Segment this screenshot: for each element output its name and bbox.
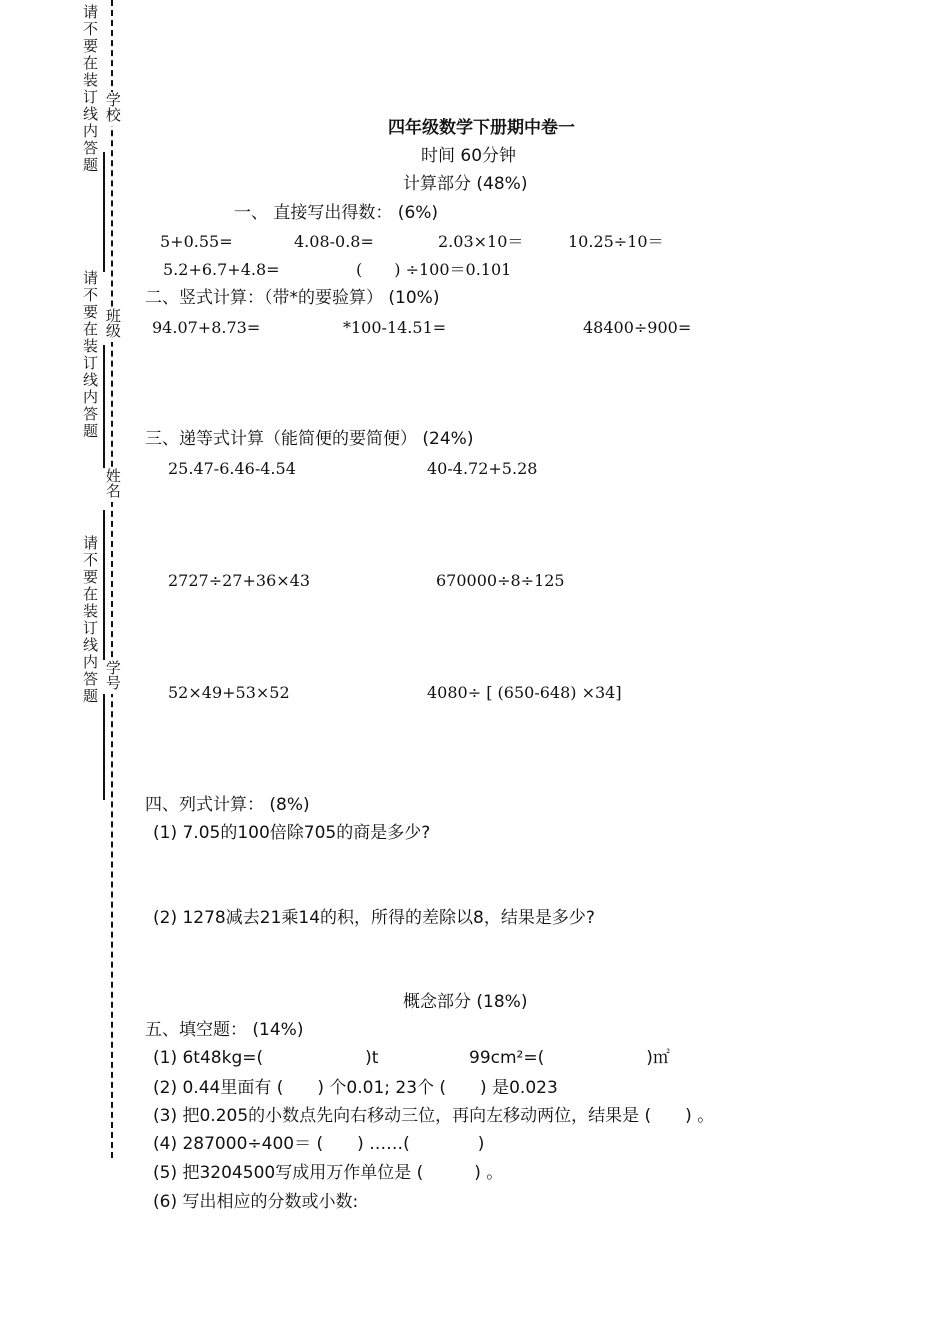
field-name-label: 姓名 [103,468,121,502]
q1-item: 5+0.55= [160,232,233,251]
q5-heading: 五、填空题： (14%) [145,1020,304,1040]
q1-item: 5.2+6.7+4.8= [163,260,280,279]
q2-item: 48400÷900= [583,318,692,337]
binding-notice-text: 请不要在装订线内答题 [81,535,99,705]
q2-heading: 二、竖式计算：（带*的要验算） (10%) [145,288,440,308]
q3-item: 52×49+53×52 [168,683,290,702]
binding-notice-text: 请不要在装订线内答题 [81,270,99,440]
q3-item: 670000÷8÷125 [436,571,565,590]
q3-item: 4080÷ [ (650-648) ×34] [427,683,622,702]
section-calc-heading: 计算部分 (48%) [403,174,528,194]
binding-notice-2 [80,270,100,444]
binding-cut-line [111,0,113,1158]
q2-item: *100-14.51= [343,318,447,337]
field-school-label: 学校 [103,92,121,126]
q5-item: (4) 287000÷400＝ ( ) ……( ) [153,1134,485,1154]
section-concept-heading: 概念部分 (18%) [403,992,528,1012]
binding-solid-line-1 [103,152,105,272]
q4-heading: 四、列式计算： (8%) [145,795,310,815]
q5-item: (3) 把0.205的小数点先向右移动三位，再向左移动两位，结果是 ( ) 。 [153,1106,715,1126]
binding-notice-1 [80,4,100,178]
q4-item: (2) 1278减去21乘14的积，所得的差除以8，结果是多少? [153,908,595,928]
time-limit: 时间 60分钟 [421,146,517,166]
q1-heading: 一、 直接写出得数： (6%) [234,203,439,223]
q3-item: 25.47-6.46-4.54 [168,459,296,478]
q3-heading: 三、递等式计算（能简便的要简便） (24%) [145,429,474,449]
q4-item: (1) 7.05的100倍除705的商是多少? [153,823,431,843]
field-number-label: 学号 [103,660,121,694]
binding-solid-line-2 [103,345,105,485]
q5-item: (5) 把3204500写成用万作单位是 ( ) 。 [153,1163,504,1183]
binding-solid-line-3 [103,510,105,800]
q5-item: (1) 6t48kg=( )t [153,1048,379,1068]
q1-item: ( ) ÷100＝0.101 [356,260,512,279]
q1-item: 4.08-0.8= [294,232,374,251]
q3-item: 40-4.72+5.28 [427,459,538,478]
binding-notice-text: 请不要在装订线内答题 [81,4,99,174]
page-title: 四年级数学下册期中卷一 [388,118,575,138]
q5-item: 99cm²=( )㎡ [469,1048,670,1068]
q1-item: 2.03×10＝ [438,232,524,251]
q2-item: 94.07+8.73= [152,318,261,337]
q5-item: (6) 写出相应的分数或小数: [153,1192,359,1212]
binding-notice-3 [80,535,100,709]
q3-item: 2727÷27+36×43 [168,571,311,590]
q1-item: 10.25÷10＝ [568,232,664,251]
field-class-label: 班级 [103,308,121,342]
q5-item: (2) 0.44里面有 ( ) 个0.01; 23个 ( ) 是0.023 [153,1078,558,1098]
